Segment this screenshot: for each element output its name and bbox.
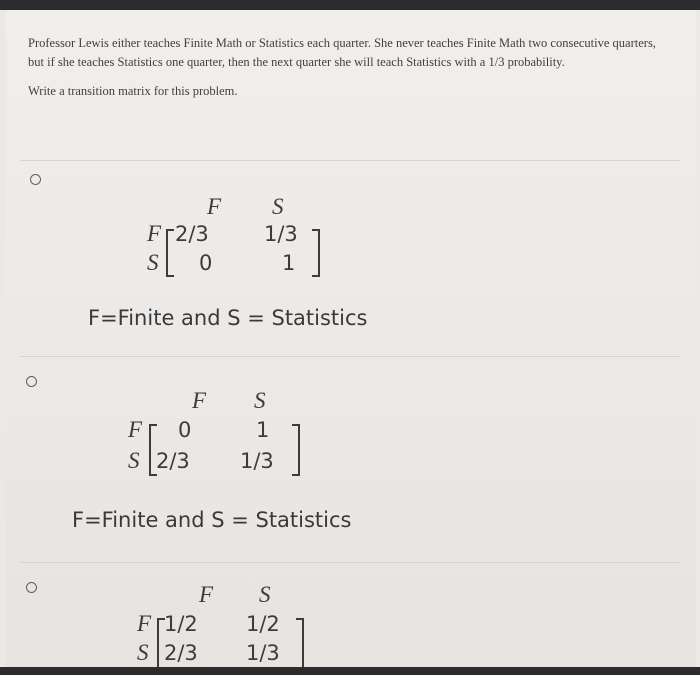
- matrix-cell: 2/3: [175, 222, 209, 246]
- quiz-page: [6, 10, 696, 667]
- matrix-col-header: F: [192, 388, 207, 413]
- divider: [20, 356, 680, 357]
- matrix-row-label: S: [137, 640, 149, 665]
- matrix-cell: 1: [256, 418, 270, 442]
- matrix-col-header: S: [254, 388, 266, 413]
- matrix-row-label: F: [147, 221, 162, 246]
- matrix-cell: 1/3: [264, 222, 298, 246]
- matrix-col-header: F: [199, 582, 214, 607]
- question-text: Professor Lewis either teaches Finite Math or Statistics each quarter. She never teaches Finite Math two consecutive quarters, but if she teaches Statistics one quarter, then the next quarter she will teach Statistics with a 1/3 probability.: [28, 36, 656, 69]
- matrix-cell: 1: [282, 251, 296, 275]
- matrix-row-label: F: [137, 611, 152, 636]
- matrix-cell: 1/2: [164, 612, 198, 636]
- matrix-row-label: S: [128, 448, 140, 473]
- matrix-cell: 0: [178, 418, 192, 442]
- divider: [20, 562, 680, 563]
- matrix-cell: 0: [199, 251, 213, 275]
- matrix-legend: F=Finite and S = Statistics: [88, 306, 368, 330]
- question-task: Write a transition matrix for this problem.: [28, 84, 238, 98]
- matrix-row-label: F: [128, 417, 143, 442]
- divider: [20, 160, 680, 161]
- matrix-cell: 1/2: [246, 612, 280, 636]
- matrix-col-header: F: [207, 194, 222, 219]
- matrix-col-header: S: [259, 582, 271, 607]
- question-block: [28, 34, 668, 101]
- matrix-cell: 1/3: [240, 449, 274, 473]
- matrix-cell: 2/3: [164, 641, 198, 665]
- matrix-legend: F=Finite and S = Statistics: [72, 508, 352, 532]
- matrix-row-label: S: [147, 250, 159, 275]
- radio-button[interactable]: [26, 582, 37, 593]
- matrix-right-bracket: [296, 618, 304, 670]
- matrix-right-bracket: [292, 424, 300, 476]
- photo-frame-top: [0, 0, 700, 10]
- matrix-cell: 2/3: [156, 449, 190, 473]
- radio-button[interactable]: [26, 376, 37, 387]
- matrix-right-bracket: [312, 229, 320, 277]
- matrix-cell: 1/3: [246, 641, 280, 665]
- matrix-col-header: S: [272, 194, 284, 219]
- radio-button[interactable]: [30, 174, 41, 185]
- matrix-left-bracket: [166, 229, 174, 277]
- photo-frame-bottom: [0, 667, 700, 675]
